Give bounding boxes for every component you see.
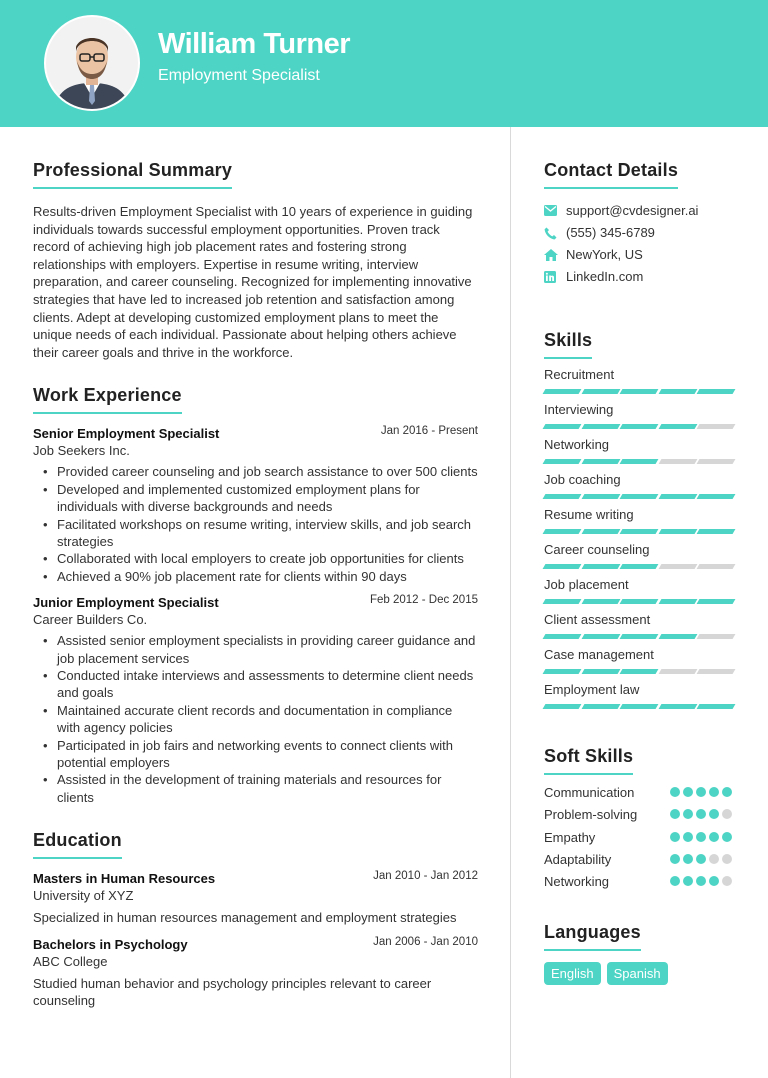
degree-title: Masters in Human Resources: [33, 871, 216, 887]
education-heading: Education: [33, 830, 122, 859]
soft-skill-rating: [670, 787, 732, 797]
list-item: • Assisted senior employment specialists in providing career guidance and job placement services: [33, 632, 478, 667]
right-column: [544, 160, 734, 985]
avatar-photo: [46, 17, 138, 109]
skill-level-segment: [620, 564, 658, 569]
linkedin-icon: [544, 271, 556, 283]
skill-level-segment: [697, 424, 735, 429]
rating-dot: [696, 787, 706, 797]
rating-dot: [696, 832, 706, 842]
skill-level-segment: [658, 459, 696, 464]
soft-skill-item: [544, 830, 734, 852]
job-dates: Feb 2012 - Dec 2015: [369, 594, 478, 607]
skill-level-bar: [544, 564, 734, 569]
rating-dot: [722, 787, 732, 797]
skill-level-bar: [544, 459, 734, 464]
summary-text: Results-driven Employment Specialist with 10 years of experience in guiding individuals towards successful employment opportunities. Proven track record of achieving high job placement rates and fostering strong relationships with employers. Expertise in resume writing, interview preparation, and career counseling. Recognized for implementing innovative strategies that have led to increased job retention and satisfaction among clients. Adept at developing customized employment plans to meet the unique needs of each individual. Passionate about helping others achieve their career goals and thrive in the workforce.: [33, 204, 473, 360]
list-item: • Provided career counseling and job search assistance to over 500 clients: [33, 463, 478, 480]
rating-dot: [696, 876, 706, 886]
list-item: • Maintained accurate client records and documentation in compliance with agency policies: [33, 702, 478, 737]
rating-dot: [683, 787, 693, 797]
rating-dot: [670, 809, 680, 819]
skill-level-segment: [581, 634, 619, 639]
list-item: • Facilitated workshops on resume writing, interview skills, and job search strategies: [33, 516, 478, 551]
skill-level-segment: [658, 564, 696, 569]
contact-heading: Contact Details: [544, 160, 678, 189]
rating-dot: [670, 787, 680, 797]
skill-level-bar: [544, 389, 734, 394]
degree-description: Specialized in human resources management and employment strategies: [33, 910, 457, 926]
soft-skills-list: [544, 785, 734, 896]
skills-heading: Skills: [544, 330, 592, 359]
soft-skill-item: [544, 807, 734, 829]
soft-skill-name: Communication: [544, 785, 635, 800]
skill-level-segment: [658, 389, 696, 394]
skill-level-segment: [543, 494, 581, 499]
phone-icon: [544, 227, 557, 240]
soft-skill-item: [544, 852, 734, 874]
rating-dot: [683, 876, 693, 886]
soft-skill-rating: [670, 832, 732, 842]
skill-level-segment: [581, 599, 619, 604]
skill-item: [544, 612, 734, 639]
skill-item: [544, 402, 734, 429]
job-company: Job Seekers Inc.: [33, 443, 130, 459]
soft-skill-rating: [670, 809, 732, 819]
job-bullets: [33, 463, 478, 585]
job-company: Career Builders Co.: [33, 612, 148, 628]
soft-skills-heading: Soft Skills: [544, 746, 633, 775]
skill-level-segment: [543, 529, 581, 534]
skill-name: Client assessment: [544, 612, 651, 627]
summary-heading: Professional Summary: [33, 160, 232, 189]
skill-level-segment: [543, 599, 581, 604]
skill-level-segment: [658, 634, 696, 639]
skill-level-segment: [581, 389, 619, 394]
contact-phone-text: (555) 345-6789: [566, 225, 655, 240]
skill-item: [544, 647, 734, 674]
contact-list: [544, 203, 734, 291]
skill-level-segment: [543, 564, 581, 569]
skill-level-segment: [697, 459, 735, 464]
skill-level-segment: [697, 704, 735, 709]
skill-item: [544, 472, 734, 499]
person-name: William Turner: [158, 28, 351, 60]
soft-skill-item: [544, 874, 734, 896]
soft-skill-rating: [670, 854, 732, 864]
skill-level-segment: [620, 704, 658, 709]
languages-list: [544, 962, 734, 985]
skill-item: [544, 682, 734, 709]
rating-dot: [722, 809, 732, 819]
skill-level-segment: [658, 704, 696, 709]
skill-level-segment: [658, 529, 696, 534]
rating-dot: [670, 876, 680, 886]
skill-level-segment: [581, 494, 619, 499]
skill-item: [544, 542, 734, 569]
skills-list: [544, 367, 734, 709]
skill-name: Job placement: [544, 577, 629, 592]
left-column: [33, 160, 478, 1009]
contact-location-text: NewYork, US: [566, 247, 643, 262]
column-divider: [510, 127, 511, 1078]
skill-level-segment: [620, 634, 658, 639]
degree-title: Bachelors in Psychology: [33, 936, 188, 952]
skill-level-segment: [697, 529, 735, 534]
rating-dot: [683, 854, 693, 864]
job-title: Junior Employment Specialist: [33, 595, 219, 611]
list-item: • Conducted intake interviews and assessments to determine client needs and goals: [33, 667, 478, 702]
list-item: • Collaborated with local employers to create job opportunities for clients: [33, 550, 478, 567]
skill-name: Case management: [544, 647, 654, 662]
skill-level-bar: [544, 634, 734, 639]
skill-level-segment: [543, 389, 581, 394]
rating-dot: [683, 832, 693, 842]
skill-level-segment: [543, 669, 581, 674]
skill-level-segment: [620, 494, 658, 499]
soft-skill-item: [544, 785, 734, 807]
education-entry: [33, 870, 478, 926]
job-dates: Jan 2016 - Present: [380, 425, 478, 438]
contact-location: [544, 247, 734, 269]
skill-name: Recruitment: [544, 367, 615, 382]
skill-item: [544, 367, 734, 394]
job-entry: [33, 594, 478, 806]
rating-dot: [709, 832, 719, 842]
rating-dot: [696, 809, 706, 819]
skill-level-segment: [620, 529, 658, 534]
skill-level-bar: [544, 704, 734, 709]
experience-heading: Work Experience: [33, 385, 182, 414]
skill-level-segment: [581, 669, 619, 674]
list-item: • Participated in job fairs and networking events to connect clients with potential employers: [33, 737, 478, 772]
school-name: University of XYZ: [33, 888, 134, 904]
contact-linkedin-text: LinkedIn.com: [566, 269, 644, 284]
rating-dot: [722, 832, 732, 842]
skill-level-segment: [658, 599, 696, 604]
list-item: • Achieved a 90% job placement rate for clients within 90 days: [33, 568, 478, 585]
rating-dot: [696, 854, 706, 864]
education-entry: [33, 936, 478, 1010]
home-icon: [544, 249, 558, 261]
person-title: Employment Specialist: [158, 67, 320, 84]
contact-email-text: support@cvdesigner.ai: [566, 203, 699, 218]
rating-dot: [709, 876, 719, 886]
contact-phone[interactable]: [544, 225, 734, 247]
skill-level-segment: [581, 704, 619, 709]
rating-dot: [709, 787, 719, 797]
degree-dates: Jan 2006 - Jan 2010: [373, 935, 478, 948]
rating-dot: [683, 809, 693, 819]
soft-skill-name: Empathy: [544, 829, 596, 845]
skill-level-segment: [581, 564, 619, 569]
skill-name: Job coaching: [544, 472, 621, 487]
skill-level-segment: [697, 564, 735, 569]
degree-dates: Jan 2010 - Jan 2012: [373, 870, 478, 883]
job-title: Senior Employment Specialist: [33, 426, 220, 442]
avatar: [44, 15, 140, 111]
rating-dot: [670, 854, 680, 864]
skill-item: [544, 577, 734, 604]
skill-level-segment: [581, 529, 619, 534]
header-banner: [0, 0, 768, 127]
rating-dot: [722, 876, 732, 886]
contact-email[interactable]: [544, 203, 734, 225]
skill-level-segment: [581, 424, 619, 429]
skill-level-segment: [697, 634, 735, 639]
skill-level-segment: [581, 459, 619, 464]
soft-skill-name: Problem-solving: [544, 807, 638, 823]
soft-skill-name: Adaptability: [544, 851, 612, 867]
rating-dot: [670, 832, 680, 842]
soft-skill-name: Networking: [544, 874, 610, 890]
degree-description: Studied human behavior and psychology principles relevant to career counseling: [33, 975, 432, 1009]
skill-level-bar: [544, 669, 734, 674]
rating-dot: [722, 854, 732, 864]
skill-item: [544, 507, 734, 534]
job-entry: [33, 425, 478, 585]
languages-heading: Languages: [544, 922, 641, 951]
skill-name: Career counseling: [544, 542, 650, 557]
skill-level-segment: [697, 669, 735, 674]
school-name: ABC College: [33, 953, 108, 969]
skill-name: Resume writing: [544, 507, 634, 522]
skill-level-segment: [697, 389, 735, 394]
skill-level-segment: [658, 494, 696, 499]
list-item: • Assisted in the development of training materials and resources for clients: [33, 771, 478, 806]
skill-level-segment: [543, 424, 581, 429]
skill-level-segment: [658, 669, 696, 674]
skill-level-segment: [543, 634, 581, 639]
soft-skill-rating: [670, 876, 732, 886]
skill-level-bar: [544, 529, 734, 534]
skill-level-segment: [620, 424, 658, 429]
skill-level-segment: [620, 599, 658, 604]
skill-level-segment: [620, 389, 658, 394]
skill-level-segment: [620, 459, 658, 464]
rating-dot: [709, 809, 719, 819]
skill-level-bar: [544, 424, 734, 429]
job-bullets: [33, 632, 478, 806]
skill-level-segment: [543, 459, 581, 464]
skill-level-segment: [658, 424, 696, 429]
skill-level-bar: [544, 494, 734, 499]
list-item: • Developed and implemented customized employment plans for individuals with diverse backgrounds and needs: [33, 481, 478, 516]
skill-name: Employment law: [544, 682, 640, 697]
email-icon: [544, 205, 557, 216]
skill-level-segment: [697, 599, 735, 604]
skill-name: Networking: [544, 437, 610, 452]
contact-linkedin[interactable]: [544, 269, 734, 291]
skill-level-segment: [620, 669, 658, 674]
skill-level-bar: [544, 599, 734, 604]
language-badge: Spanish: [607, 962, 668, 985]
skill-level-segment: [697, 494, 735, 499]
skill-item: [544, 437, 734, 464]
skill-level-segment: [543, 704, 581, 709]
skill-name: Interviewing: [544, 402, 614, 417]
rating-dot: [709, 854, 719, 864]
language-badge: English: [544, 962, 601, 985]
